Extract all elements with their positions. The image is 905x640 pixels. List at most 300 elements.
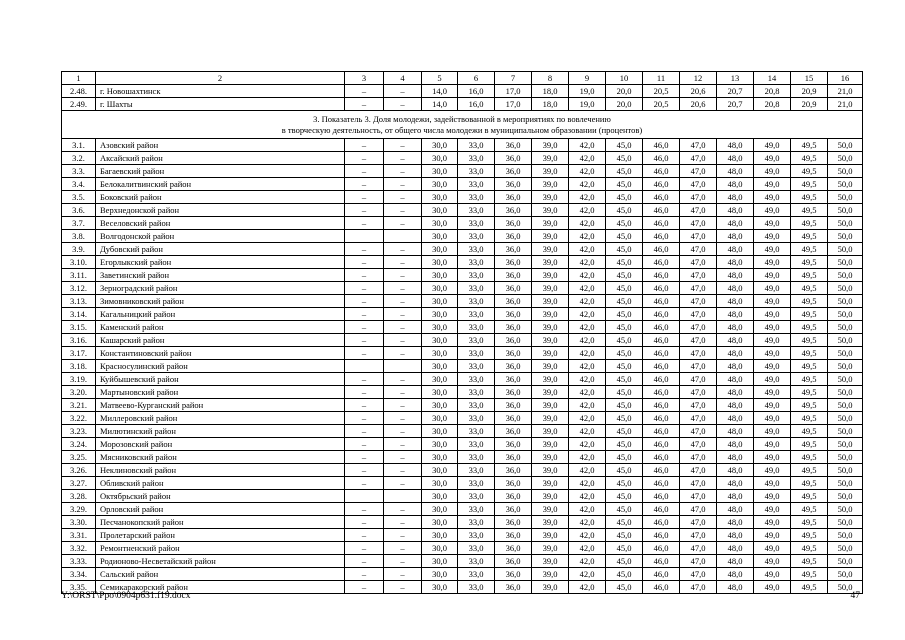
district-name: Веселовский район (96, 217, 345, 230)
indicator-value: 30,0 (422, 165, 458, 178)
table-row (62, 230, 863, 243)
district-name: Каменский район (96, 321, 345, 334)
indicator-value: 50,0 (828, 308, 863, 321)
col-4-value (384, 230, 422, 243)
column-number: 1 (62, 72, 96, 85)
col-4-value: – (384, 555, 422, 568)
indicator-value: 45,0 (606, 321, 643, 334)
indicator-value: 47,0 (680, 399, 717, 412)
row-number: 3.8. (62, 230, 96, 243)
indicator-value: 42,0 (569, 451, 606, 464)
indicator-value: 50,0 (828, 451, 863, 464)
indicator-value: 36,0 (495, 477, 532, 490)
indicator-value: 49,5 (791, 425, 828, 438)
district-name: Морозовский район (96, 438, 345, 451)
indicator-value: 42,0 (569, 282, 606, 295)
indicator-value: 36,0 (495, 191, 532, 204)
indicator-value: 36,0 (495, 269, 532, 282)
indicator-value: 49,5 (791, 451, 828, 464)
indicator-value: 50,0 (828, 438, 863, 451)
col-3-value (345, 360, 384, 373)
district-name: Мартыновский район (96, 386, 345, 399)
indicator-value: 48,0 (717, 451, 754, 464)
indicator-value: 46,0 (643, 295, 680, 308)
col-3-value: – (345, 503, 384, 516)
indicator-value: 33,0 (458, 334, 495, 347)
indicator-value: 46,0 (643, 360, 680, 373)
indicator-value: 14,0 (422, 85, 458, 98)
indicator-value: 42,0 (569, 477, 606, 490)
table-row (62, 308, 863, 321)
indicator-value: 39,0 (532, 347, 569, 360)
indicator-value: 50,0 (828, 230, 863, 243)
indicator-value: 39,0 (532, 360, 569, 373)
indicator-value: 49,0 (754, 399, 791, 412)
table-row (62, 412, 863, 425)
indicator-value: 45,0 (606, 139, 643, 152)
col-3-value: – (345, 438, 384, 451)
indicator-value: 48,0 (717, 165, 754, 178)
indicator-value: 47,0 (680, 165, 717, 178)
row-number: 3.25. (62, 451, 96, 464)
indicator-value: 49,0 (754, 516, 791, 529)
indicator-value: 46,0 (643, 282, 680, 295)
row-number: 3.14. (62, 308, 96, 321)
row-number: 3.2. (62, 152, 96, 165)
indicator-value: 39,0 (532, 373, 569, 386)
table-row (62, 373, 863, 386)
indicator-value: 33,0 (458, 386, 495, 399)
indicator-value: 42,0 (569, 503, 606, 516)
col-3-value: – (345, 295, 384, 308)
indicator-value: 39,0 (532, 256, 569, 269)
indicator-value: 48,0 (717, 542, 754, 555)
indicator-value: 50,0 (828, 217, 863, 230)
indicator-value: 18,0 (532, 98, 569, 111)
table-row (62, 204, 863, 217)
row-number: 3.9. (62, 243, 96, 256)
indicator-value: 47,0 (680, 360, 717, 373)
column-number: 9 (569, 72, 606, 85)
indicator-value: 49,5 (791, 542, 828, 555)
indicator-value: 45,0 (606, 178, 643, 191)
indicator-value: 49,5 (791, 321, 828, 334)
indicator-value: 49,0 (754, 243, 791, 256)
row-number: 3.4. (62, 178, 96, 191)
indicator-value: 42,0 (569, 490, 606, 503)
district-name: Верхнедонской район (96, 204, 345, 217)
indicator-value: 50,0 (828, 282, 863, 295)
row-number: 3.7. (62, 217, 96, 230)
indicator-value: 50,0 (828, 490, 863, 503)
indicator-value: 46,0 (643, 269, 680, 282)
indicator-value: 46,0 (643, 243, 680, 256)
col-4-value: – (384, 282, 422, 295)
row-number: 2.48. (62, 85, 96, 98)
indicator-value: 48,0 (717, 334, 754, 347)
row-number: 3.10. (62, 256, 96, 269)
col-3-value: – (345, 243, 384, 256)
indicator-value: 30,0 (422, 516, 458, 529)
indicator-value: 30,0 (422, 542, 458, 555)
col-3-value: – (345, 568, 384, 581)
indicator-value: 45,0 (606, 386, 643, 399)
indicator-value: 47,0 (680, 542, 717, 555)
indicator-value: 20,8 (754, 98, 791, 111)
col-4-value: – (384, 425, 422, 438)
indicator-value: 42,0 (569, 412, 606, 425)
row-number: 2.49. (62, 98, 96, 111)
indicator-value: 47,0 (680, 230, 717, 243)
row-number: 3.35. (62, 581, 96, 594)
indicator-value: 42,0 (569, 295, 606, 308)
indicator-value: 36,0 (495, 243, 532, 256)
indicator-value: 33,0 (458, 152, 495, 165)
indicator-table (61, 71, 863, 594)
indicator-value: 47,0 (680, 412, 717, 425)
indicator-value: 36,0 (495, 568, 532, 581)
indicator-value: 33,0 (458, 178, 495, 191)
indicator-value: 48,0 (717, 230, 754, 243)
col-3-value: – (345, 386, 384, 399)
indicator-value: 49,0 (754, 386, 791, 399)
indicator-value: 50,0 (828, 321, 863, 334)
row-number: 3.12. (62, 282, 96, 295)
indicator-value: 30,0 (422, 477, 458, 490)
indicator-value: 39,0 (532, 399, 569, 412)
indicator-value: 46,0 (643, 412, 680, 425)
indicator-value: 49,0 (754, 191, 791, 204)
district-name: Кашарский район (96, 334, 345, 347)
col-4-value: – (384, 399, 422, 412)
table-row (62, 360, 863, 373)
district-name: Матвеево-Курганский район (96, 399, 345, 412)
indicator-value: 36,0 (495, 451, 532, 464)
table-body (62, 72, 863, 594)
indicator-value: 48,0 (717, 282, 754, 295)
indicator-value: 50,0 (828, 581, 863, 594)
column-number: 13 (717, 72, 754, 85)
indicator-value: 49,5 (791, 503, 828, 516)
district-name: Обливский район (96, 477, 345, 490)
district-name: Мясниковский район (96, 451, 345, 464)
indicator-value: 46,0 (643, 321, 680, 334)
indicator-value: 42,0 (569, 191, 606, 204)
indicator-value: 49,5 (791, 399, 828, 412)
indicator-value: 45,0 (606, 568, 643, 581)
section-title-line-2: в творческую деятельность, от общего числа молодежи в муниципальном образовании (процентов) (281, 124, 643, 135)
indicator-value: 46,0 (643, 373, 680, 386)
district-name: Азовский район (96, 139, 345, 152)
indicator-value: 50,0 (828, 542, 863, 555)
indicator-value: 33,0 (458, 555, 495, 568)
row-number: 3.18. (62, 360, 96, 373)
indicator-value: 33,0 (458, 191, 495, 204)
indicator-value: 30,0 (422, 243, 458, 256)
indicator-value: 48,0 (717, 477, 754, 490)
indicator-value: 45,0 (606, 399, 643, 412)
table-row (62, 503, 863, 516)
col-3-value: – (345, 217, 384, 230)
col-3-value: – (345, 191, 384, 204)
indicator-value: 39,0 (532, 555, 569, 568)
indicator-value: 45,0 (606, 438, 643, 451)
col-3-value: – (345, 165, 384, 178)
table-row (62, 98, 863, 111)
indicator-value: 48,0 (717, 269, 754, 282)
column-number: 15 (791, 72, 828, 85)
indicator-value: 48,0 (717, 503, 754, 516)
indicator-value: 30,0 (422, 438, 458, 451)
column-number: 4 (384, 72, 422, 85)
table-row (62, 191, 863, 204)
indicator-value: 47,0 (680, 490, 717, 503)
col-4-value: – (384, 256, 422, 269)
indicator-value: 30,0 (422, 308, 458, 321)
district-name: Константиновский район (96, 347, 345, 360)
indicator-value: 33,0 (458, 529, 495, 542)
indicator-value: 42,0 (569, 373, 606, 386)
indicator-value: 30,0 (422, 295, 458, 308)
indicator-value: 45,0 (606, 477, 643, 490)
indicator-value: 42,0 (569, 243, 606, 256)
indicator-value: 39,0 (532, 152, 569, 165)
indicator-value: 48,0 (717, 412, 754, 425)
indicator-value: 48,0 (717, 217, 754, 230)
indicator-value: 33,0 (458, 373, 495, 386)
indicator-value: 42,0 (569, 568, 606, 581)
col-3-value: – (345, 308, 384, 321)
table-row (62, 490, 863, 503)
indicator-value: 49,0 (754, 204, 791, 217)
indicator-value: 50,0 (828, 204, 863, 217)
indicator-value: 30,0 (422, 490, 458, 503)
indicator-value: 50,0 (828, 243, 863, 256)
indicator-value: 49,5 (791, 490, 828, 503)
indicator-value: 50,0 (828, 503, 863, 516)
indicator-value: 33,0 (458, 399, 495, 412)
indicator-value: 47,0 (680, 529, 717, 542)
indicator-value: 33,0 (458, 282, 495, 295)
indicator-value: 46,0 (643, 230, 680, 243)
table-row (62, 256, 863, 269)
indicator-value: 49,5 (791, 178, 828, 191)
indicator-value: 33,0 (458, 451, 495, 464)
row-number: 3.33. (62, 555, 96, 568)
col-4-value: – (384, 152, 422, 165)
col-4-value: – (384, 451, 422, 464)
indicator-value: 48,0 (717, 555, 754, 568)
indicator-value: 30,0 (422, 464, 458, 477)
indicator-value: 46,0 (643, 555, 680, 568)
row-number: 3.13. (62, 295, 96, 308)
col-3-value: – (345, 178, 384, 191)
indicator-value: 45,0 (606, 243, 643, 256)
indicator-value: 46,0 (643, 425, 680, 438)
indicator-value: 45,0 (606, 230, 643, 243)
indicator-value: 36,0 (495, 217, 532, 230)
district-name: Миллеровский район (96, 412, 345, 425)
row-number: 3.26. (62, 464, 96, 477)
column-number: 10 (606, 72, 643, 85)
district-name: Пролетарский район (96, 529, 345, 542)
indicator-value: 49,0 (754, 490, 791, 503)
col-4-value: – (384, 269, 422, 282)
indicator-value: 45,0 (606, 490, 643, 503)
col-4-value: – (384, 178, 422, 191)
indicator-value: 49,0 (754, 477, 791, 490)
indicator-value: 46,0 (643, 490, 680, 503)
indicator-value: 49,0 (754, 347, 791, 360)
indicator-value: 45,0 (606, 412, 643, 425)
indicator-value: 49,5 (791, 555, 828, 568)
col-3-value: – (345, 85, 384, 98)
table-row (62, 334, 863, 347)
col-4-value: – (384, 386, 422, 399)
indicator-value: 48,0 (717, 347, 754, 360)
indicator-value: 47,0 (680, 256, 717, 269)
indicator-value: 46,0 (643, 568, 680, 581)
indicator-value: 50,0 (828, 568, 863, 581)
indicator-value: 39,0 (532, 321, 569, 334)
indicator-value: 39,0 (532, 178, 569, 191)
indicator-value: 36,0 (495, 230, 532, 243)
column-number: 12 (680, 72, 717, 85)
indicator-value: 39,0 (532, 230, 569, 243)
indicator-value: 39,0 (532, 451, 569, 464)
indicator-value: 48,0 (717, 529, 754, 542)
indicator-value: 36,0 (495, 425, 532, 438)
indicator-value: 20,6 (680, 85, 717, 98)
indicator-value: 47,0 (680, 269, 717, 282)
row-number: 3.31. (62, 529, 96, 542)
indicator-value: 46,0 (643, 256, 680, 269)
indicator-value: 42,0 (569, 308, 606, 321)
district-name: Боковский район (96, 191, 345, 204)
indicator-value: 39,0 (532, 165, 569, 178)
col-4-value: – (384, 516, 422, 529)
indicator-value: 47,0 (680, 334, 717, 347)
indicator-value: 33,0 (458, 412, 495, 425)
table-row (62, 152, 863, 165)
indicator-value: 50,0 (828, 360, 863, 373)
indicator-value: 48,0 (717, 581, 754, 594)
indicator-value: 42,0 (569, 230, 606, 243)
indicator-value: 33,0 (458, 269, 495, 282)
indicator-value: 50,0 (828, 386, 863, 399)
indicator-value: 47,0 (680, 581, 717, 594)
indicator-value: 45,0 (606, 347, 643, 360)
indicator-value: 47,0 (680, 321, 717, 334)
col-3-value: – (345, 269, 384, 282)
row-number: 3.21. (62, 399, 96, 412)
table-row (62, 139, 863, 152)
column-number-row (62, 72, 863, 85)
indicator-value: 42,0 (569, 347, 606, 360)
col-4-value: – (384, 438, 422, 451)
indicator-value: 47,0 (680, 139, 717, 152)
indicator-value: 49,0 (754, 373, 791, 386)
indicator-value: 49,0 (754, 256, 791, 269)
col-3-value: – (345, 334, 384, 347)
indicator-value: 30,0 (422, 256, 458, 269)
indicator-value: 30,0 (422, 178, 458, 191)
indicator-value: 36,0 (495, 360, 532, 373)
table-row (62, 529, 863, 542)
indicator-value: 49,0 (754, 217, 791, 230)
indicator-value: 47,0 (680, 217, 717, 230)
indicator-value: 42,0 (569, 386, 606, 399)
indicator-value: 48,0 (717, 204, 754, 217)
indicator-value: 36,0 (495, 178, 532, 191)
district-name: Багаевский район (96, 165, 345, 178)
row-number: 3.3. (62, 165, 96, 178)
indicator-value: 49,5 (791, 464, 828, 477)
indicator-value: 39,0 (532, 568, 569, 581)
col-4-value: – (384, 191, 422, 204)
table-row (62, 165, 863, 178)
col-3-value: – (345, 425, 384, 438)
row-number: 3.23. (62, 425, 96, 438)
indicator-value: 49,5 (791, 204, 828, 217)
indicator-value: 48,0 (717, 373, 754, 386)
indicator-value: 49,5 (791, 438, 828, 451)
indicator-value: 47,0 (680, 386, 717, 399)
indicator-value: 46,0 (643, 438, 680, 451)
col-4-value: – (384, 477, 422, 490)
indicator-value: 42,0 (569, 555, 606, 568)
indicator-value: 39,0 (532, 490, 569, 503)
col-4-value: – (384, 542, 422, 555)
indicator-value: 50,0 (828, 256, 863, 269)
indicator-value: 19,0 (569, 98, 606, 111)
indicator-value: 36,0 (495, 490, 532, 503)
indicator-value: 39,0 (532, 269, 569, 282)
indicator-value: 39,0 (532, 503, 569, 516)
indicator-value: 49,0 (754, 321, 791, 334)
column-number: 6 (458, 72, 495, 85)
district-name: г. Новошахтинск (96, 85, 345, 98)
district-name: Ремонтненский район (96, 542, 345, 555)
indicator-value: 46,0 (643, 529, 680, 542)
indicator-value: 47,0 (680, 464, 717, 477)
indicator-value: 20,9 (791, 98, 828, 111)
col-4-value: – (384, 464, 422, 477)
indicator-value: 48,0 (717, 178, 754, 191)
indicator-value: 47,0 (680, 503, 717, 516)
col-4-value: – (384, 308, 422, 321)
indicator-value: 50,0 (828, 477, 863, 490)
indicator-value: 30,0 (422, 321, 458, 334)
indicator-value: 46,0 (643, 347, 680, 360)
indicator-value: 33,0 (458, 256, 495, 269)
indicator-value: 48,0 (717, 243, 754, 256)
indicator-value: 36,0 (495, 555, 532, 568)
district-name: Октябрьский район (96, 490, 345, 503)
row-number: 3.29. (62, 503, 96, 516)
indicator-value: 49,0 (754, 178, 791, 191)
indicator-value: 47,0 (680, 373, 717, 386)
row-number: 3.11. (62, 269, 96, 282)
table-row (62, 464, 863, 477)
indicator-value: 49,0 (754, 542, 791, 555)
indicator-value: 42,0 (569, 334, 606, 347)
indicator-value: 42,0 (569, 139, 606, 152)
indicator-value: 20,8 (754, 85, 791, 98)
indicator-value: 49,5 (791, 529, 828, 542)
col-4-value: – (384, 529, 422, 542)
indicator-value: 47,0 (680, 282, 717, 295)
